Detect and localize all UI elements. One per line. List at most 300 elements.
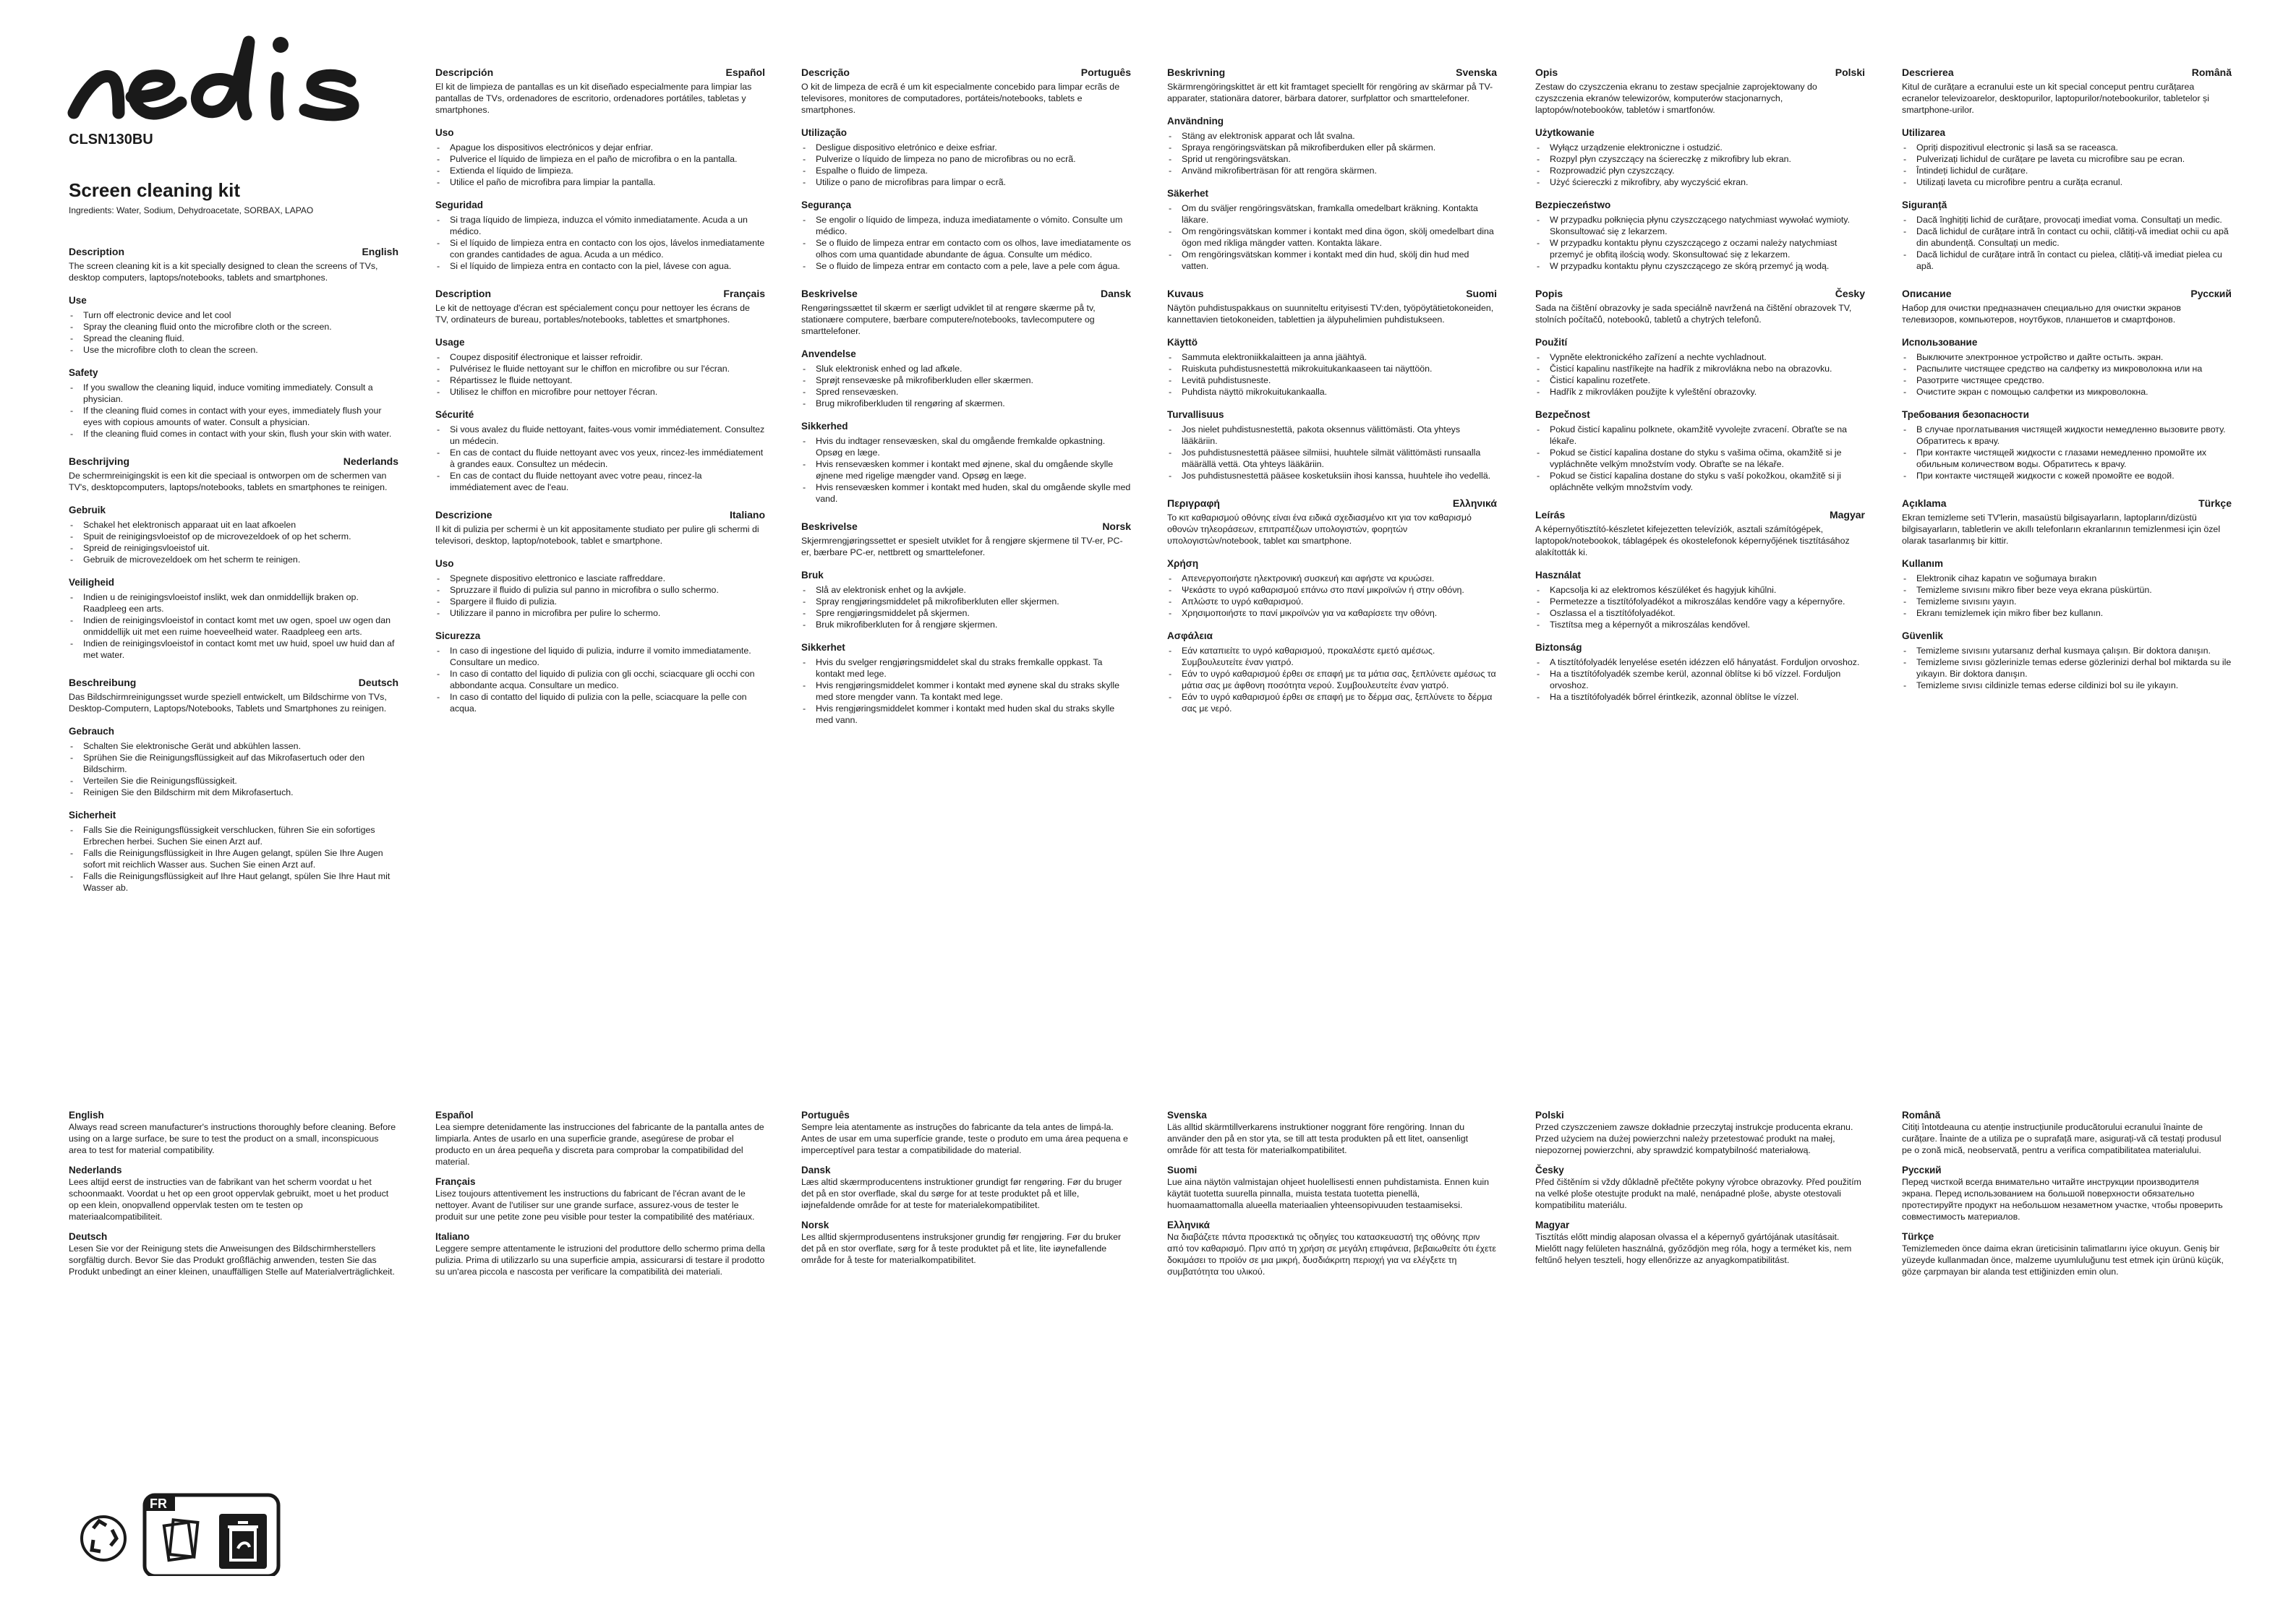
safety-list (801, 656, 1131, 726)
safety-heading: Segurança (801, 200, 852, 210)
safety-list (69, 591, 398, 661)
section-title: Περιγραφή (1167, 497, 1220, 509)
recycle-badge: FR (150, 1496, 167, 1511)
compatibility-note-column (69, 1110, 398, 1277)
note-text: Lisez toujours attentivement les instructions du fabricant de l'écran avant de le nettoyer. Avant de l'utiliser sur une grande surface, assurez-vous de tester le produit sur une petite zone peu visible pour tester la compatibilité des matériaux. (435, 1189, 755, 1222)
language-section (1167, 288, 1497, 481)
brand-text: nedis (67, 27, 69, 28)
use-step: - Apague los dispositivos electrónicos y dejar enfriar. (435, 142, 765, 153)
safety-list (1535, 656, 1865, 703)
language-name: Français (723, 288, 765, 299)
use-step: - Ruiskuta puhdistusnestettä mikrokuitukankaaseen tai näyttöön. (1167, 363, 1497, 374)
use-step: - Wyłącz urządzenie elektroniczne i ostudzić. (1535, 142, 1865, 153)
section-header (1902, 497, 2232, 509)
language-column (435, 67, 765, 730)
use-step: - Stäng av elektronisk apparat och låt svalna. (1167, 130, 1497, 142)
language-name: English (362, 246, 398, 257)
section-description: Le kit de nettoyage d'écran est spécialement conçu pour nettoyer les écrans de TV, ordinateurs de bureau, portables/notebooks, tablettes et smartphones. (435, 303, 750, 325)
use-list (801, 142, 1131, 188)
language-section (435, 509, 765, 714)
language-name: Ελληνικά (1452, 497, 1497, 509)
safety-item: - Se engolir o líquido de limpeza, induza imediatamente o vómito. Consulte um médico. (801, 214, 1131, 237)
use-step: - Utilizzare il panno in microfibra per pulire lo schermo. (435, 607, 765, 619)
use-heading: Χρήση (1167, 558, 1199, 569)
section-description: Das Bildschirmreinigungsset wurde speziell entwickelt, um Bildschirme von TVs, Desktop-Computern, Laptops/Notebooks, Tablets und Smartphones zu reinigen. (69, 692, 387, 714)
language-name: Deutsch (358, 677, 398, 688)
use-step: - Rozpyl płyn czyszczący na ściereczkę z mikrofibry lub ekran. (1535, 153, 1865, 165)
compatibility-note-column (1167, 1110, 1497, 1277)
note-text: Lees altijd eerst de instructies van de fabrikant van het scherm voordat u het schoonmaakt. Voordat u het op een groot oppervlak gebruikt, moet u het product op een klein, onopvallend oppervlak testen om te testen op materiaalcompatibiliteit. (69, 1177, 389, 1222)
safety-item: - Indien de reinigingsvloeistof in contact komt met uw huid, spoel uw huid dan af met water. (69, 638, 398, 661)
use-list (1902, 351, 2232, 398)
section-description: Skärmrengöringskittet är ett kit framtaget speciellt för rengöring av skärmar på TV-apparater, stationära datorer, bärbara datorer, surfplattor och smarttelefoner. (1167, 82, 1493, 103)
use-heading: Kullanım (1902, 558, 1944, 569)
safety-list (435, 214, 765, 272)
use-list (1535, 351, 1865, 398)
use-step: - Απενεργοποιήστε ηλεκτρονική συσκευή και αφήστε να κρυώσει. (1167, 573, 1497, 584)
use-step: - Spargere il fluido di pulizia. (435, 596, 765, 607)
recycling-marks (69, 1482, 293, 1576)
safety-item: - A tisztítófolyadék lenyelése esetén idézzen elő hányatást. Forduljon orvoshoz. (1535, 656, 1865, 668)
section-header (1167, 497, 1497, 509)
use-heading: Uso (435, 127, 454, 138)
section-title: Popis (1535, 288, 1563, 299)
language-section (1902, 288, 2232, 481)
use-heading: Usage (435, 337, 465, 348)
safety-item: - Pokud se čisticí kapalina dostane do styku s vašima očima, okamžitě si je vypláchněte velkým množstvím vody. Obraťte se na lékaře. (1535, 447, 1865, 470)
section-title: Beskrivelse (801, 288, 858, 299)
use-step: - Очистите экран с помощью салфетки из микроволокна. (1902, 386, 2232, 398)
section-title: Beskrivelse (801, 521, 858, 532)
language-name: Svenska (1456, 67, 1497, 78)
language-name: Română (2191, 67, 2232, 78)
nedis-logo (67, 27, 406, 129)
safety-heading: Güvenlik (1902, 630, 1944, 641)
use-heading: Utilizarea (1902, 127, 1946, 138)
safety-item: - En cas de contact du fluide nettoyant avec vos yeux, rincez-les immédiatement à grandes eaux. Consultez un médecin. (435, 447, 765, 470)
use-list (1535, 584, 1865, 630)
language-section (801, 288, 1131, 505)
section-title: Kuvaus (1167, 288, 1204, 299)
use-heading: Utilização (801, 127, 848, 138)
safety-item: - Indien de reinigingsvloeistof in contact komt met uw ogen, spoel uw ogen dan onmiddellijk uit met een ruime hoeveelheid water. Raadpleeg een arts. (69, 614, 398, 638)
language-section (69, 677, 398, 894)
note-language: Deutsch (69, 1231, 108, 1242)
safety-list (1535, 214, 1865, 272)
safety-item: - In caso di contatto del liquido di pulizia con la pelle, sciacquare la pelle con acqua. (435, 691, 765, 714)
language-section (1902, 497, 2232, 691)
use-list (1167, 130, 1497, 176)
safety-list (1902, 424, 2232, 481)
section-header (435, 67, 765, 78)
safety-heading: Требования безопасности (1902, 409, 2029, 420)
safety-heading: Sicurezza (435, 630, 481, 641)
fr-sorting-panel (145, 1495, 278, 1576)
note-language: Nederlands (69, 1165, 122, 1176)
safety-item: - Si traga líquido de limpieza, induzca el vómito inmediatamente. Acuda a un médico. (435, 214, 765, 237)
safety-heading: Biztonság (1535, 642, 1582, 653)
safety-item: - Indien u de reinigingsvloeistof inslikt, wek dan onmiddellijk braken op. Raadpleeg een arts. (69, 591, 398, 614)
use-step: - Întindeți lichidul de curățare. (1902, 165, 2232, 176)
language-section (435, 288, 765, 493)
language-section (801, 67, 1131, 272)
safety-item: - Temizleme sıvısı gözlerinizle temas ederse gözlerinizi derhal bol miktarda su ile yıkayın. Bir doktora danışın. (1902, 656, 2232, 680)
safety-item: - Falls die Reinigungsflüssigkeit in Ihre Augen gelangt, spülen Sie Ihre Augen sofort mit reichlich Wasser aus. Suchen Sie einen Arzt auf. (69, 847, 398, 870)
use-heading: Uso (435, 558, 454, 569)
use-list (1902, 142, 2232, 188)
language-name: Nederlands (343, 455, 398, 467)
use-step: - Pulverize o líquido de limpeza no pano de microfibras ou no ecrã. (801, 153, 1131, 165)
use-step: - Spegnete dispositivo elettronico e lasciate raffreddare. (435, 573, 765, 584)
use-list (69, 519, 398, 565)
triman-icon (82, 1517, 125, 1560)
use-list (69, 309, 398, 356)
use-heading: Использование (1902, 337, 1978, 348)
language-name: Česky (1835, 288, 1865, 299)
language-column (1902, 67, 2232, 707)
use-step: - Temizleme sıvısını mikro fiber beze veya ekrana püskürtün. (1902, 584, 2232, 596)
safety-list (1902, 214, 2232, 272)
use-list (1902, 573, 2232, 619)
use-step: - Hadřík z mikrovláken použijte k vyleštění obrazovky. (1535, 386, 1865, 398)
safety-item: - Hvis du svelger rengjøringsmiddelet skal du straks fremkalle oppkast. Ta kontakt med lege. (801, 656, 1131, 680)
section-header (801, 288, 1131, 299)
use-step: - Utilizați laveta cu microfibre pentru a curăța ecranul. (1902, 176, 2232, 188)
use-step: - Ψεκάστε το υγρό καθαρισμού επάνω στο πανί μικροϊνών ή στην οθόνη. (1167, 584, 1497, 596)
section-description: Zestaw do czyszczenia ekranu to zestaw specjalnie zaprojektowany do czyszczenia ekranów telewizorów, komputerów stacjonarnych, laptopów/notebooków, tabletów i smartfonów. (1535, 82, 1817, 115)
section-description: Το κιτ καθαρισμού οθόνης είναι ένα ειδικά σχεδιασμένο κιτ για τον καθαρισμό οθονών τηλεοράσεων, επιτραπέζιων υπολογιστών, φορητών υπολογιστών/notebook, tablet και smartphone. (1167, 513, 1472, 546)
safety-list (1535, 424, 1865, 493)
section-title: Opis (1535, 67, 1558, 78)
safety-item: - Om rengöringsvätskan kommer i kontakt med din hud, skölj din hud med vatten. (1167, 249, 1497, 272)
note-language: Türkçe (1902, 1231, 1934, 1242)
note-language: Česky (1535, 1165, 1564, 1176)
use-step: - Sprøjt rensevæske på mikrofiberkluden eller skærmen. (801, 374, 1131, 386)
language-section (1535, 509, 1865, 703)
language-name: Dansk (1100, 288, 1131, 299)
use-step: - Répartissez le fluide nettoyant. (435, 374, 765, 386)
section-title: Açıklama (1902, 497, 1947, 509)
section-title: Beschreibung (69, 677, 137, 688)
section-header (801, 67, 1131, 78)
section-title: Descrierea (1902, 67, 1954, 78)
safety-item: - If the cleaning fluid comes in contact with your skin, flush your skin with water. (69, 428, 398, 440)
section-description: De schermreinigingskit is een kit die speciaal is ontworpen om de schermen van TV's, desktopcomputers, laptops/notebooks, tablets en smartphones te reinigen. (69, 471, 388, 492)
section-header (435, 288, 765, 299)
use-step: - Temizleme sıvısını yayın. (1902, 596, 2232, 607)
safety-item: - Ha a tisztítófolyadék szembe kerül, azonnal öblítse ki bő vízzel. Forduljon orvoshoz. (1535, 668, 1865, 691)
safety-item: - Εάν το υγρό καθαρισμού έρθει σε επαφή με το δέρμα σας, ξεπλύνετε το δέρμα σας με νερό. (1167, 691, 1497, 714)
safety-heading: Turvallisuus (1167, 409, 1224, 420)
note-language: Română (1902, 1110, 1941, 1121)
use-step: - Pulvérisez le fluide nettoyant sur le chiffon en microfibre ou sur l'écran. (435, 363, 765, 374)
safety-item: - If you swallow the cleaning liquid, induce vomiting immediately. Consult a physician. (69, 382, 398, 405)
language-section (1535, 67, 1865, 272)
language-section (1902, 67, 2232, 272)
safety-item: - W przypadku kontaktu płynu czyszczącego z oczami należy natychmiast przemyć je obfitą ilością wody. Skonsultować się z lekarzem. (1535, 237, 1865, 260)
section-header (69, 246, 398, 257)
language-section (1167, 67, 1497, 272)
use-step: - Turn off electronic device and let cool (69, 309, 398, 321)
section-title: Descripción (435, 67, 494, 78)
section-header (1535, 67, 1865, 78)
safety-list (1167, 424, 1497, 481)
use-heading: Anvendelse (801, 348, 856, 359)
language-name: Magyar (1829, 509, 1865, 521)
use-step: - Utilisez le chiffon en microfibre pour nettoyer l'écran. (435, 386, 765, 398)
safety-item: - Jos puhdistusnestettä pääsee silmiisi, huuhtele silmät välittömästi runsaalla määrällä vettä. Ota yhteys lääkäriin. (1167, 447, 1497, 470)
note-language: Polski (1535, 1110, 1564, 1121)
section-description: Sada na čištění obrazovky je sada speciálně navržená na čištění obrazovek TV, stolních počítačů, notebooků, tabletů a chytrých telefonů. (1535, 303, 1852, 325)
use-step: - Gebruik de microvezeldoek om het scherm te reinigen. (69, 554, 398, 565)
language-name: Suomi (1466, 288, 1497, 299)
use-step: - Użyć ściereczki z mikrofibry, aby wyczyścić ekran. (1535, 176, 1865, 188)
use-step: - Распылите чистящее средство на салфетку из микроволокна или на (1902, 363, 2232, 374)
note-language: English (69, 1110, 104, 1121)
use-list (435, 351, 765, 398)
use-heading: Használat (1535, 570, 1582, 581)
language-column (69, 246, 398, 909)
use-list (435, 142, 765, 188)
note-language: Français (435, 1176, 476, 1187)
language-column (801, 67, 1131, 742)
section-title: Leírás (1535, 509, 1566, 521)
note-language: Русский (1902, 1165, 1942, 1176)
use-list (801, 363, 1131, 409)
language-section (801, 521, 1131, 726)
safety-item: - Εάν καταπιείτε το υγρό καθαρισμού, προκαλέστε εμετό αμέσως. Συμβουλευτείτε έναν γιατρό. (1167, 645, 1497, 668)
use-step: - Coupez dispositif électronique et laisser refroidir. (435, 351, 765, 363)
compatibility-note-column (801, 1110, 1131, 1266)
section-title: Description (69, 246, 125, 257)
safety-item: - Hvis rengjøringsmiddelet kommer i kontakt med øynene skal du straks skylle med store mengder vann. Ta kontakt med lege. (801, 680, 1131, 703)
language-section (1535, 288, 1865, 493)
safety-heading: Säkerhet (1167, 188, 1209, 199)
section-header (1167, 288, 1497, 299)
safety-item: - Si vous avalez du fluide nettoyant, faites-vous vomir immédiatement. Consultez un médecin. (435, 424, 765, 447)
section-title: Descrição (801, 67, 850, 78)
use-step: - Puhdista näyttö mikrokuitukankaalla. (1167, 386, 1497, 398)
use-step: - Spuit de reinigingsvloeistof op de microvezeldoek of op het scherm. (69, 531, 398, 542)
section-header (1902, 288, 2232, 299)
note-text: Перед чисткой всегда внимательно читайте инструкции производителя экрана. Перед использованием на большой поверхности обязательно протестируйте продукт на небольшом незаметном участке, чтобы проверить совместимость материалов. (1902, 1177, 2223, 1222)
use-step: - Använd mikrofiberträsan för att rengöra skärmen. (1167, 165, 1497, 176)
use-step: - Utilize o pano de microfibras para limpar o ecrã. (801, 176, 1131, 188)
use-step: - Απλώστε το υγρό καθαρισμού. (1167, 596, 1497, 607)
use-step: - Rozprowadzić płyn czyszczący. (1535, 165, 1865, 176)
safety-list (801, 435, 1131, 505)
note-text: Να διαβάζετε πάντα προσεκτικά τις οδηγίες του κατασκευαστή της οθόνης πριν από τον καθαρισμό. Πριν από τη χρήση σε μεγάλη επιφάνεια, βεβαιωθείτε ότι έχετε δοκιμάσει το προϊόν σε μια μικρή, δυσδιάκριτη περιοχή για να ελέγξετε τη συμβατότητα του υλικού. (1167, 1232, 1496, 1277)
section-header (1902, 67, 2232, 78)
note-text: Læs altid skærmproducentens instruktioner grundigt før rengøring. Før du bruger det på en stor overflade, skal du sørge for at teste produktet på et lille, iøjnefaldende område for at teste for materialekompatibilitet. (801, 1177, 1122, 1210)
section-header (69, 677, 398, 688)
use-step: - Ekranı temizlemek için mikro fiber bez kullanın. (1902, 607, 2232, 619)
safety-list (1167, 202, 1497, 272)
safety-item: - Pokud se čisticí kapalina dostane do styku s vaší pokožkou, okamžitě si ji opláchněte velkým množstvím vody. (1535, 470, 1865, 493)
safety-item: - Hvis rengjøringsmiddelet kommer i kontakt med huden skal du straks skylle med vann. (801, 703, 1131, 726)
safety-item: - Dacă lichidul de curățare intră în contact cu pielea, clătiți-vă imediat pielea cu apă. (1902, 249, 2232, 272)
note-language: Dansk (801, 1165, 831, 1176)
section-description: Il kit di pulizia per schermi è un kit appositamente studiato per pulire gli schermi di televisori, desktop, laptop/notebook, tablet e smartphone. (435, 524, 759, 546)
section-description: O kit de limpeza de ecrã é um kit especialmente concebido para limpar ecrãs de televisores, monitores de computadores, portáteis/notebooks, tablets e smartphones. (801, 82, 1120, 115)
section-description: Ekran temizleme seti TV'lerin, masaüstü bilgisayarların, laptopların/dizüstü bilgisayarların, tabletlerin ve akıllı telefonların ekranlarının temizlenmesi için özel olarak tasarlanmış bir kittir. (1902, 513, 2221, 546)
safety-item: - Falls die Reinigungsflüssigkeit auf Ihre Haut gelangt, spülen Sie Ihre Haut mit Wasser ab. (69, 870, 398, 894)
safety-item: - Falls Sie die Reinigungsflüssigkeit verschlucken, führen Sie ein sofortiges Erbrechen herbei. Suchen Sie einen Arzt auf. (69, 824, 398, 847)
safety-item: - In caso di ingestione del liquido di pulizia, indurre il vomito immediatamente. Consultare un medico. (435, 645, 765, 668)
note-language: Ελληνικά (1167, 1220, 1210, 1230)
compatibility-note-column (435, 1110, 765, 1277)
language-section (69, 246, 398, 440)
language-name: Polski (1835, 67, 1865, 78)
safety-heading: Bezpieczeństwo (1535, 200, 1611, 210)
note-language: Italiano (435, 1231, 470, 1242)
section-title: Beschrijving (69, 455, 130, 467)
use-step: - Opriți dispozitivul electronic și lasă sa se raceasca. (1902, 142, 2232, 153)
use-step: - Sprid ut rengöringsvätskan. (1167, 153, 1497, 165)
section-title: Описание (1902, 288, 1952, 299)
safety-item: - Pokud čisticí kapalinu polknete, okamžitě vyvolejte zvracení. Obraťte se na lékaře. (1535, 424, 1865, 447)
section-header (435, 509, 765, 521)
note-text: Sempre leia atentamente as instruções do fabricante da tela antes de limpá-la. Antes de usar em uma superfície grande, teste o produto em uma área pequena e imperceptível para testar a compatibilidade do material. (801, 1122, 1128, 1155)
use-step: - Spread the cleaning fluid. (69, 333, 398, 344)
safety-item: - Si el líquido de limpieza entra en contacto con los ojos, lávelos inmediatamente con grandes cantidades de agua. Acuda a un médico. (435, 237, 765, 260)
use-step: - Spraya rengöringsvätskan på mikrofiberduken eller på skärmen. (1167, 142, 1497, 153)
use-step: - Espalhe o fluido de limpeza. (801, 165, 1131, 176)
use-list (435, 573, 765, 619)
safety-item: - Dacă lichidul de curățare intră în contact cu ochii, clătiți-vă imediat ochii cu apă din abundență. Consultați un medic. (1902, 226, 2232, 249)
safety-item: - W przypadku kontaktu płynu czyszczącego ze skórą przemyć ją wodą. (1535, 260, 1865, 272)
use-heading: Gebrauch (69, 726, 115, 737)
safety-heading: Safety (69, 367, 98, 378)
use-step: - Permetezze a tisztítófolyadékot a mikroszálas kendőre vagy a képernyőre. (1535, 596, 1865, 607)
safety-list (1902, 645, 2232, 691)
use-step: - Sluk elektronisk enhed og lad afkøle. (801, 363, 1131, 374)
safety-list (435, 645, 765, 714)
use-step: - Выключите электронное устройство и дайте остыть. экран. (1902, 351, 2232, 363)
note-language: Português (801, 1110, 850, 1121)
use-step: - Kapcsolja ki az elektromos készüléket és hagyjuk kihűlni. (1535, 584, 1865, 596)
safety-item: - In caso di contatto del liquido di pulizia con gli occhi, sciacquare gli occhi con abbondante acqua. Consultare un medico. (435, 668, 765, 691)
safety-item: - En cas de contact du fluide nettoyant avec votre peau, rincez-la immédiatement avec de l'eau. (435, 470, 765, 493)
use-list (1535, 142, 1865, 188)
use-step: - Levitä puhdistusneste. (1167, 374, 1497, 386)
use-list (1167, 351, 1497, 398)
safety-item: - Om du sväljer rengöringsvätskan, framkalla omedelbart kräkning. Kontakta läkare. (1167, 202, 1497, 226)
language-section (1167, 497, 1497, 714)
use-heading: Bruk (801, 570, 824, 581)
use-step: - Pulverizați lichidul de curățare pe laveta cu microfibre sau pe ecran. (1902, 153, 2232, 165)
language-column (1535, 67, 1865, 719)
section-header (1535, 509, 1865, 521)
language-name: Türkçe (2198, 497, 2232, 509)
section-header (69, 455, 398, 467)
note-text: Lea siempre detenidamente las instrucciones del fabricante de la pantalla antes de limpiarla. Antes de usarlo en una superficie grande, asegúrese de probar el producto en un área pequeña y discreta para comprobar la compatibilidad del material. (435, 1122, 764, 1167)
section-description: A képernyőtisztító-készletet kifejezetten televíziók, asztali számítógépek, laptopok/notebookok, táblagépek és okostelefonok képernyőjének tisztításához alakították ki. (1535, 524, 1850, 557)
note-text: Temizlemeden önce daima ekran üreticisinin talimatlarını iyice okuyun. Geniş bir yüzeyde kullanmadan önce, malzeme uyumluluğunu test etmek için ürünü küçük, göze çarpmayan bir alanda test ettiğinizden emin olun. (1902, 1243, 2224, 1277)
language-name: Italiano (729, 509, 765, 521)
product-title: Screen cleaning kit (69, 179, 240, 201)
safety-item: - Si el líquido de limpieza entra en contacto con la piel, lávese con agua. (435, 260, 765, 272)
safety-list (1167, 645, 1497, 714)
use-heading: Use (69, 295, 87, 306)
use-step: - Use the microfibre cloth to clean the screen. (69, 344, 398, 356)
safety-heading: Seguridad (435, 200, 484, 210)
use-step: - Verteilen Sie die Reinigungsflüssigkeit. (69, 775, 398, 787)
language-name: Русский (2190, 288, 2232, 299)
safety-heading: Sicherheit (69, 810, 116, 821)
use-step: - Čisticí kapalinu rozetřete. (1535, 374, 1865, 386)
safety-item: - Εάν το υγρό καθαρισμού έρθει σε επαφή με τα μάτια σας, ξεπλύνετε αμέσως τα μάτια σας με άφθονη ποσότητα νερού. Συμβουλευτείτε έναν γιατρό. (1167, 668, 1497, 691)
safety-heading: Bezpečnost (1535, 409, 1590, 420)
safety-item: - Hvis rensevæsken kommer i kontakt med øjnene, skal du omgående skylle øjnene med rigelige mængder vand. Opsøg en læge. (801, 458, 1131, 481)
use-step: - Bruk mikrofiberkluten for å rengjøre skjermen. (801, 619, 1131, 630)
section-header (1535, 288, 1865, 299)
use-list (1167, 573, 1497, 619)
compatibility-note-column (1902, 1110, 2232, 1277)
use-step: - Extienda el líquido de limpieza. (435, 165, 765, 176)
use-step: - Schakel het elektronisch apparaat uit en laat afkoelen (69, 519, 398, 531)
note-text: Lue aina näytön valmistajan ohjeet huolellisesti ennen puhdistamista. Ennen kuin käytät tuotetta suurella pinnalla, muista testata tuotetta pienellä, huomaamattomalla alueella materiaalien yhteensopivuuden testaamiseksi. (1167, 1177, 1489, 1210)
use-step: - Čisticí kapalinu nastříkejte na hadřík z mikrovlákna nebo na obrazovku. (1535, 363, 1865, 374)
ingredients: Ingredients: Water, Sodium, Dehydroacetate, SORBAX, LAPAO (69, 205, 314, 215)
section-description: Näytön puhdistuspakkaus on suunniteltu erityisesti TV:den, työpöytätietokoneiden, kannettavien tietokoneiden, tablettien ja älypuhelimien puhdistukseen. (1167, 303, 1494, 325)
safety-list (435, 424, 765, 493)
use-step: - Schalten Sie elektronische Gerät und abkühlen lassen. (69, 740, 398, 752)
safety-heading: Siguranță (1902, 200, 1947, 210)
safety-item: - Temizleme sıvısını yutarsanız derhal kusmaya çalışın. Bir doktora danışın. (1902, 645, 2232, 656)
note-language: Svenska (1167, 1110, 1207, 1121)
note-text: Před čištěním si vždy důkladně přečtěte pokyny výrobce obrazovky. Před použitím na velké ploše otestujte produkt na malé, nenápadné ploše, abyste otestovali kompatibilitu materiálu. (1535, 1177, 1861, 1210)
use-heading: Použití (1535, 337, 1568, 348)
note-text: Always read screen manufacturer's instructions thoroughly before cleaning. Before using on a large surface, be sure to test the product on a small, inconspicuous area to test for material compatibility. (69, 1122, 396, 1155)
safety-item: - Temizleme sıvısı cildinizle temas ederse cildinizi bol su ile yıkayın. (1902, 680, 2232, 691)
model-number: CLSN130BU (69, 132, 153, 147)
use-step: - Brug mikrofiberkluden til rengøring af skærmen. (801, 398, 1131, 409)
use-step: - Tisztítsa meg a képernyőt a mikroszálas kendővel. (1535, 619, 1865, 630)
use-step: - Sammuta elektroniikkalaitteen ja anna jäähtyä. (1167, 351, 1497, 363)
use-step: - Spreid de reinigingsvloeistof uit. (69, 542, 398, 554)
use-step: - Slå av elektronisk enhet og la avkjøle. (801, 584, 1131, 596)
section-header (1167, 67, 1497, 78)
safety-item: - В случае проглатывания чистящей жидкости немедленно вызовите рвоту. Обратитесь к врачу. (1902, 424, 2232, 447)
safety-item: - Dacă înghițiți lichid de curățare, provocați imediat voma. Consultați un medic. (1902, 214, 2232, 226)
note-text: Przed czyszczeniem zawsze dokładnie przeczytaj instrukcje producenta ekranu. Przed użyciem na dużej powierzchni należy przetestować produkt na małej, niepozornej powierzchni, aby sprawdzić kompatybilność materiałową. (1535, 1122, 1853, 1155)
section-description: Набор для очистки предназначен специально для очистки экранов телевизоров, компьютеров, ноутбуков, планшетов и смартфонов. (1902, 303, 2181, 325)
section-description: Kitul de curățare a ecranului este un kit special conceput pentru curățarea ecranelor televizoarelor, desktopurilor, laptopurilor/notebookurilor, tabletelor și smartphone-urilor. (1902, 82, 2209, 115)
section-header (801, 521, 1131, 532)
use-step: - Разотрите чистящее средство. (1902, 374, 2232, 386)
use-step: - Spray the cleaning fluid onto the microfibre cloth or the screen. (69, 321, 398, 333)
language-section (69, 455, 398, 661)
use-step: - Desligue dispositivo eletrónico e deixe esfriar. (801, 142, 1131, 153)
use-step: - Elektronik cihaz kapatın ve soğumaya bırakın (1902, 573, 2232, 584)
note-text: Lesen Sie vor der Reinigung stets die Anweisungen des Bildschirmherstellers sorgfältig durch. Bevor Sie das Produkt großflächig anwenden, testen Sie das Produkt unbedingt an einer kleinen, unauffälligen Stelle auf Materialverträglichkeit. (69, 1243, 395, 1277)
use-heading: Użytkowanie (1535, 127, 1595, 138)
safety-item: - Se o fluido de limpeza entrar em contacto com a pele, lave a pele com água. (801, 260, 1131, 272)
safety-list (801, 214, 1131, 272)
use-heading: Gebruik (69, 505, 106, 515)
note-language: Suomi (1167, 1165, 1198, 1176)
safety-heading: Sécurité (435, 409, 474, 420)
safety-list (69, 382, 398, 440)
language-name: Norsk (1102, 521, 1131, 532)
safety-item: - При контакте чистящей жидкости с глазами немедленно промойте их обильным количеством воды. Обратитесь к врачу. (1902, 447, 2232, 470)
safety-item: - W przypadku połknięcia płynu czyszczącego natychmiast wywołać wymioty. Skonsultować się z lekarzem. (1535, 214, 1865, 237)
safety-item: - При контакте чистящей жидкости с кожей промойте ее водой. (1902, 470, 2232, 481)
safety-heading: Veiligheid (69, 577, 115, 588)
safety-heading: Sikkerhed (801, 421, 848, 432)
compatibility-note-column (1535, 1110, 1865, 1266)
